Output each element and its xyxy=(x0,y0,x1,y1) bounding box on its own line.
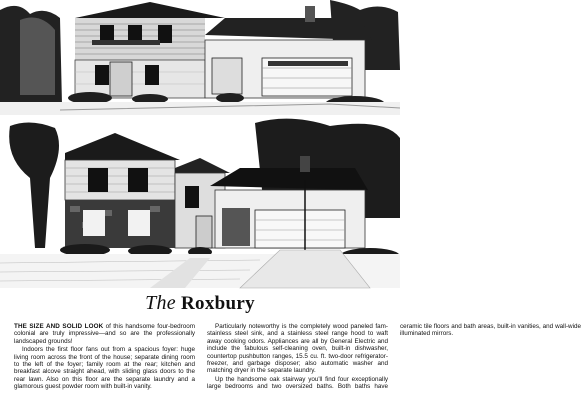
description-text xyxy=(14,323,581,400)
plan-title-prefix: The xyxy=(145,292,176,314)
plan-title-name: Roxbury xyxy=(181,293,255,314)
lead-in: THE SIZE AND SOLID LOOK xyxy=(14,323,104,330)
house-illustration-exterior-bottom xyxy=(0,118,400,288)
paragraph-3: Particularly noteworthy is the completely wood paneled fam- stainless steel sink, and a stainless steel range hood to waft away cooking odors. Appliances are all by General Electric and include the fabulous self-cleaning oven, built-in dishwasher, countertop pushbutton ranges, 15.5 cu. ft. two-door refrigerator-freezer, and garbage disposer; also automatic washer and matching dryer in the separate laundry. xyxy=(207,323,388,375)
paragraph-1 xyxy=(14,323,195,345)
paragraph-1-text: of this handsome four-bedroom colonial are truly impressive—and so are the professionally landscaped grounds! xyxy=(14,323,195,345)
house-illustration-exterior-top xyxy=(0,0,400,115)
paragraph-2: Indoors the first floor fans out from a spacious foyer: huge living room across the front of the house; separate dining room to the left of the foyer; family room at the rear; kitchen and breakfast alcove straight ahead, with sliding glass doors to the rear lawn. Also on this floor are the separate laundry and a glamorous guest powder room with built-in vanity. xyxy=(14,346,195,391)
paragraph-4: Up the handsome oak stairway you'll find four exceptionally large bedrooms and two oversized baths. Both baths have ceramic tile floors and bath areas, built-in vanities, and wall-wide illuminated mirrors. xyxy=(207,323,581,391)
plan-title xyxy=(0,292,400,315)
